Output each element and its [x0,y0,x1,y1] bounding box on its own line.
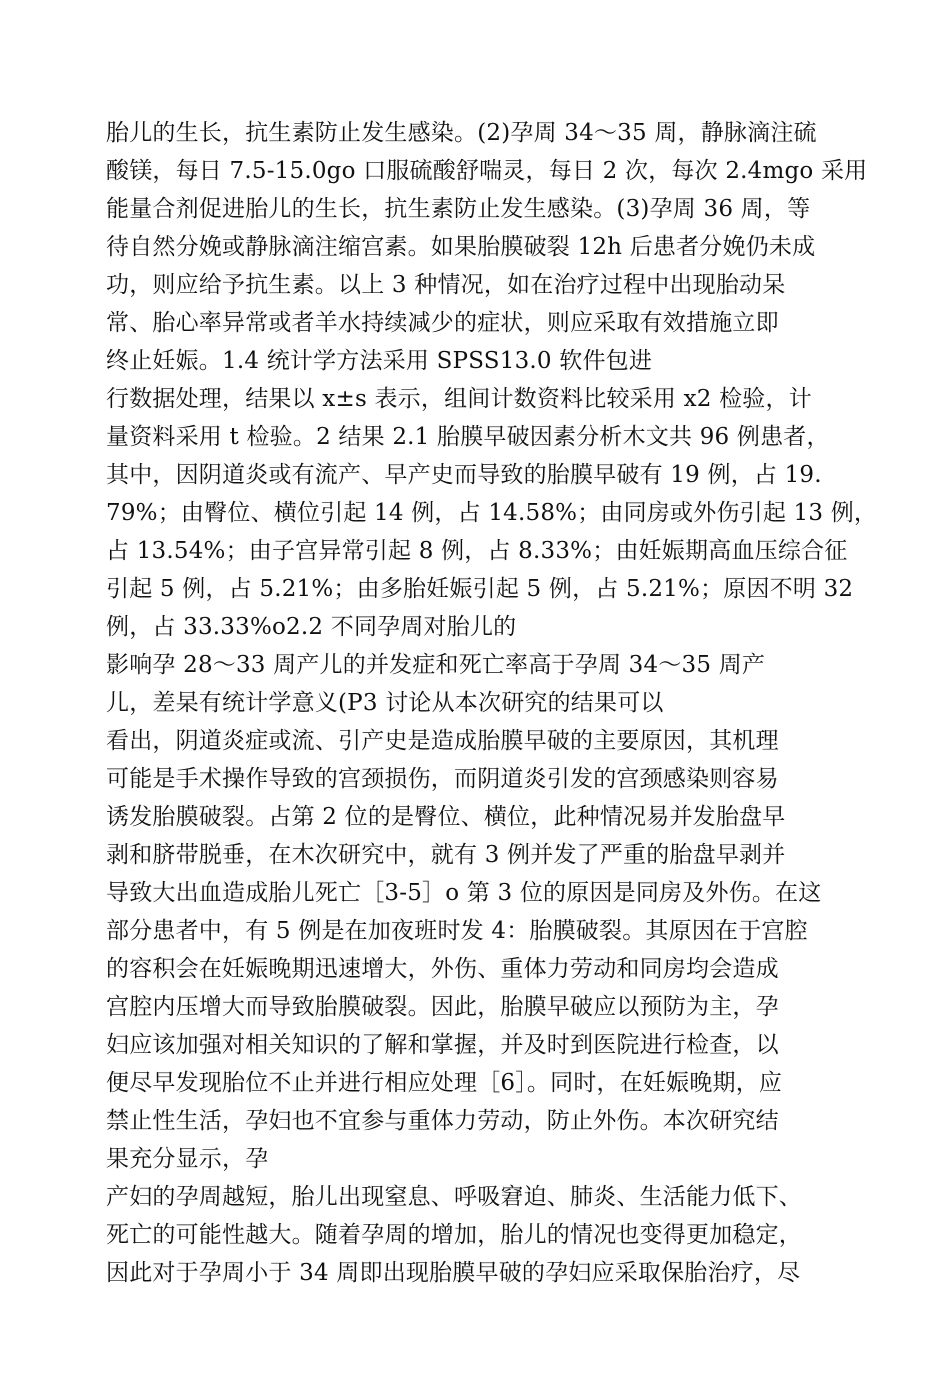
text-line: 引起 5 例，占 5.21%；由多胎妊娠引起 5 例，占 5.21%；原因不明 32 [106,576,854,602]
text-line: 例，占 33.33%o2.2 不同孕周对胎儿的 [106,614,517,640]
text-line: 79%；由臀位、横位引起 14 例，占 14.58%；由同房或外伤引起 13 例， [106,500,878,526]
text-line: 影响孕 28〜33 周产儿的并发症和死亡率高于孕周 34〜35 周产 [106,652,766,678]
text-line: 酸镁，每日 7.5-15.0go 口服硫酸舒喘灵，每日 2 次，每次 2.4mgo 采用 [106,158,868,184]
text-line: 能量合剂促进胎儿的生长，抗生素防止发生感染。(3)孕周 36 周，等 [106,196,811,222]
text-line: 因此对于孕周小于 34 周即出现胎膜早破的孕妇应采取保胎治疗，尽 [106,1260,801,1286]
text-line: 常、胎心率异常或者羊水持续减少的症状，则应采取有效措施立即 [106,310,779,336]
text-line: 胎儿的生长，抗生素防止发生感染。(2)孕周 34〜35 周，静脉滴注硫 [106,120,817,146]
text-line: 产妇的孕周越短，胎儿出现窒息、呼吸窘迫、肺炎、生活能力低下、 [106,1184,802,1210]
text-line: 妇应该加强对相关知识的了解和掌握，并及时到医院进行检查，以 [106,1032,779,1058]
text-line: 果充分显示，孕 [106,1146,269,1172]
text-line: 部分患者中，有 5 例是在加夜班时发 4：胎膜破裂。其原因在于宫腔 [106,918,808,944]
text-line: 宫腔内压增大而导致胎膜破裂。因此，胎膜早破应以预防为主，孕 [106,994,779,1020]
text-line: 其中，因阴道炎或有流产、早产史而导致的胎膜早破有 19 例，占 19. [106,462,822,488]
text-line: 禁止性生活，孕妇也不宜参与重体力劳动，防止外伤。本次研究结 [106,1108,779,1134]
text-line: 的容积会在妊娠晚期迅速增大，外伤、重体力劳动和同房均会造成 [106,956,779,982]
text-line: 剥和脐带脱垂，在木次研究中，就有 3 例并发了严重的胎盘早剥并 [106,842,786,868]
text-line: 量资料采用 t 检验。2 结果 2.1 胎膜早破因素分析木文共 96 例患者， [106,424,830,450]
text-line: 导致大出血造成胎儿死亡［3-5］o 第 3 位的原因是同房及外伤。在这 [106,880,822,906]
text-line: 待自然分娩或静脉滴注缩宫素。如果胎膜破裂 12h 后患者分娩仍未成 [106,234,816,260]
text-line: 可能是手术操作导致的宫颈损伤，而阴道炎引发的宫颈感染则容易 [106,766,779,792]
text-line: 终止妊娠。1.4 统计学方法采用 SPSS13.0 软件包进 [106,348,653,374]
text-line: 功，则应给予抗生素。以上 3 种情况，如在治疗过程中出现胎动呆 [106,272,786,298]
text-line: 儿，差杲有统计学意义(P3 讨论从本次研究的结果可以 [106,690,664,716]
text-line: 便尽早发现胎位不止并进行相应处理［6］。同时，在妊娠晚期，应 [106,1070,783,1096]
text-line: 看出，阴道炎症或流、引产史是造成胎膜早破的主要原因，其机理 [106,728,779,754]
text-line: 死亡的可能性越大。随着孕周的增加，胎儿的情况也变得更加稳定， [106,1222,802,1248]
text-line: 诱发胎膜破裂。占第 2 位的是臀位、横位，此种情况易并发胎盘早 [106,804,786,830]
text-line: 占 13.54%；由子宫异常引起 8 例，占 8.33%；由妊娠期高血压综合征 [106,538,848,564]
text-line: 行数据处理，结果以 x±s 表示，组间计数资料比较采用 x2 检验，计 [106,386,812,412]
